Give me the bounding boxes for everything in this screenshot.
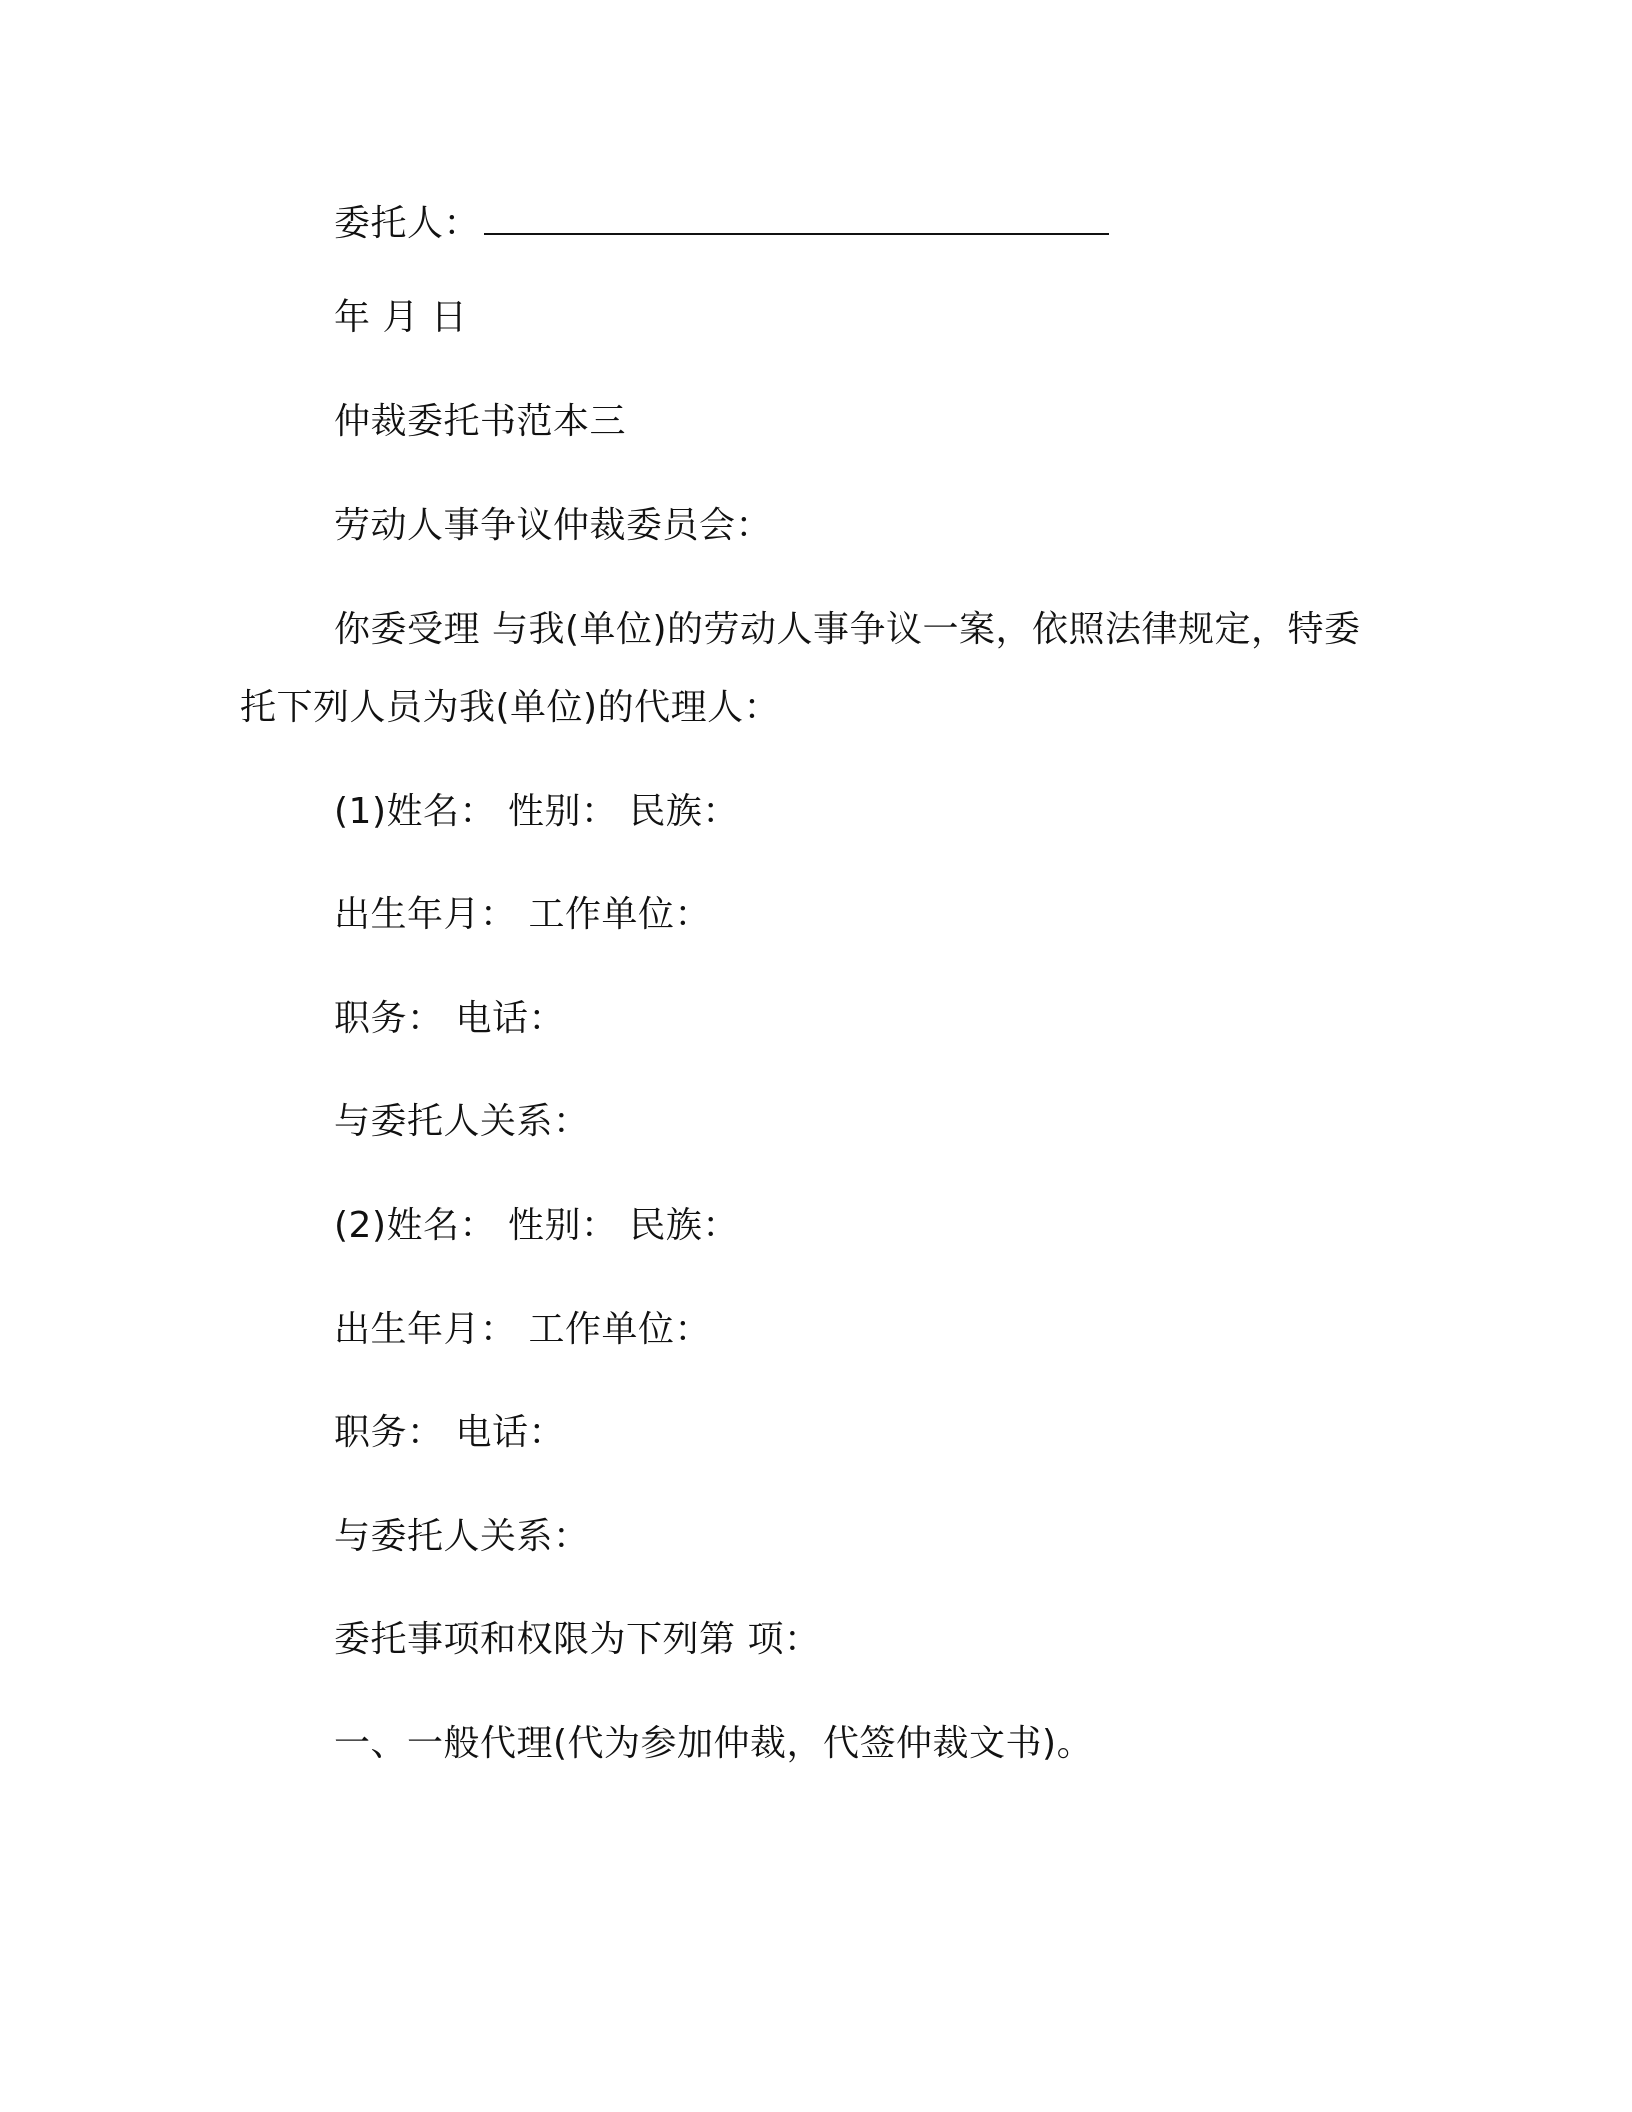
principal-label: 委托人： bbox=[334, 203, 481, 244]
body-paragraph-line2: 托下列人员为我(单位)的代理人： bbox=[240, 687, 781, 728]
agent1-birth-line: 出生年月： 工作单位： bbox=[334, 894, 711, 935]
date-line: 年 月 日 bbox=[334, 297, 468, 338]
agent1-relation-line: 与委托人关系： bbox=[334, 1101, 590, 1142]
agent2-relation-line: 与委托人关系： bbox=[334, 1516, 590, 1557]
agent2-name-line: (2)姓名： 性别： 民族： bbox=[334, 1205, 739, 1246]
authority-line: 委托事项和权限为下列第 项： bbox=[334, 1619, 821, 1660]
section-title: 仲裁委托书范本三 bbox=[334, 401, 627, 442]
agent1-position-line: 职务： 电话： bbox=[334, 998, 565, 1039]
addressee-line: 劳动人事争议仲裁委员会： bbox=[334, 505, 773, 546]
principal-blank bbox=[484, 229, 1109, 235]
principal-line bbox=[334, 202, 1109, 246]
agent2-position-line: 职务： 电话： bbox=[334, 1412, 565, 1453]
agent2-birth-line: 出生年月： 工作单位： bbox=[334, 1309, 711, 1350]
general-agency-line: 一、一般代理(代为参加仲裁，代签仲裁文书)。 bbox=[334, 1723, 1094, 1764]
agent1-name-line: (1)姓名： 性别： 民族： bbox=[334, 791, 739, 832]
body-paragraph-line1: 你委受理 与我(单位)的劳动人事争议一案，依照法律规定，特委 bbox=[334, 609, 1361, 650]
